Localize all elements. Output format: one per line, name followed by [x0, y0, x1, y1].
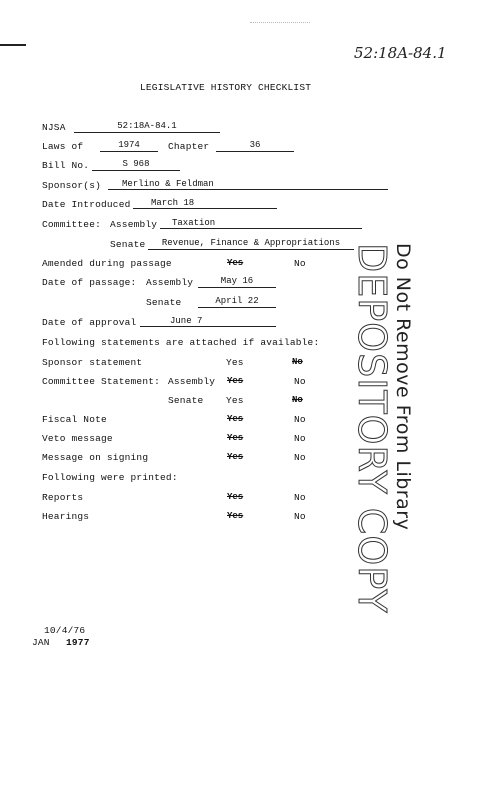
- veto-message-no: No: [294, 433, 306, 444]
- committee-label: Committee:: [42, 219, 102, 230]
- date-introduced-value: March 18: [133, 198, 277, 209]
- passage-senate-label: Senate: [146, 297, 182, 308]
- njsa-value: 52:18A-84.1: [74, 121, 220, 133]
- stamp-do-not-remove: Do Not Remove From Library: [392, 243, 414, 531]
- bill-value: S 968: [92, 159, 180, 171]
- approval-value: June 7: [140, 316, 276, 327]
- chapter-value: 36: [216, 140, 294, 152]
- bill-label: Bill No.: [42, 160, 90, 171]
- committee-statement-senate-yes: Yes: [226, 395, 244, 406]
- reports-yes-struck: Yes: [227, 492, 244, 502]
- sponsor-label: Sponsor(s): [42, 180, 102, 191]
- fiscal-note-yes-struck: Yes: [227, 414, 244, 424]
- sponsor-value: Merlino & Feldman: [108, 179, 388, 190]
- reports-label: Reports: [42, 492, 84, 503]
- footer-date-1: 10/4/76: [44, 625, 86, 636]
- laws-label: Laws of: [42, 141, 84, 152]
- veto-message-label: Veto message: [42, 433, 113, 444]
- approval-label: Date of approval: [42, 317, 137, 328]
- statements-heading: Following statements are attached if available:: [42, 337, 320, 348]
- passage-label: Date of passage:: [42, 277, 137, 288]
- stamp-depository-copy: DEPOSITORY COPY: [350, 243, 394, 614]
- committee-statement-label: Committee Statement:: [42, 376, 161, 387]
- committee-assembly-label: Assembly: [110, 219, 158, 230]
- hearings-yes-struck: Yes: [227, 511, 244, 521]
- sponsor-statement-no-struck: No: [292, 357, 303, 367]
- printed-heading: Following were printed:: [42, 472, 178, 483]
- fiscal-note-no: No: [294, 414, 306, 425]
- amended-no: No: [294, 258, 306, 269]
- fiscal-note-label: Fiscal Note: [42, 414, 107, 425]
- laws-value: 1974: [100, 140, 158, 152]
- sponsor-statement-yes: Yes: [226, 357, 244, 368]
- page-title: LEGISLATIVE HISTORY CHECKLIST: [140, 82, 312, 93]
- scan-dots: [250, 22, 310, 24]
- reports-no: No: [294, 492, 306, 503]
- amended-label: Amended during passage: [42, 258, 172, 269]
- message-signing-yes-struck: Yes: [227, 452, 244, 462]
- committee-statement-assembly-yes-struck: Yes: [227, 376, 244, 386]
- njsa-label: NJSA: [42, 122, 66, 133]
- committee-statement-senate-label: Senate: [168, 395, 204, 406]
- chapter-label: Chapter: [168, 141, 210, 152]
- passage-senate-value: April 22: [198, 296, 276, 308]
- committee-assembly-value: Taxation: [160, 218, 362, 229]
- veto-message-yes-struck: Yes: [227, 433, 244, 443]
- handwritten-reference: 52:18A-84.1: [354, 44, 447, 62]
- committee-senate-label: Senate: [110, 239, 146, 250]
- passage-assembly-value: May 16: [198, 276, 276, 288]
- committee-senate-value: Revenue, Finance & Appropriations: [148, 238, 354, 250]
- passage-assembly-label: Assembly: [146, 277, 194, 288]
- committee-statement-senate-no-struck: No: [292, 395, 303, 405]
- scan-mark: [0, 44, 26, 46]
- sponsor-statement-label: Sponsor statement: [42, 357, 143, 368]
- committee-statement-assembly-label: Assembly: [168, 376, 216, 387]
- date-introduced-label: Date Introduced: [42, 199, 131, 210]
- hearings-no: No: [294, 511, 306, 522]
- message-signing-label: Message on signing: [42, 452, 149, 463]
- amended-yes-struck: Yes: [227, 258, 244, 268]
- footer-date-2-month: JAN: [32, 637, 50, 648]
- committee-statement-assembly-no: No: [294, 376, 306, 387]
- message-signing-no: No: [294, 452, 306, 463]
- footer-date-2-year: 1977: [66, 637, 90, 648]
- hearings-label: Hearings: [42, 511, 90, 522]
